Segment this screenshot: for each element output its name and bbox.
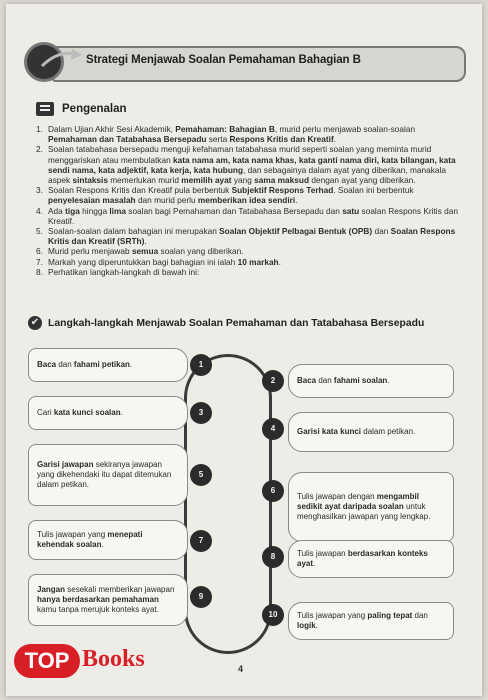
step-number-3: 3 (190, 402, 212, 424)
step-text: Tulis jawapan berdasarkan konteks ayat. (297, 549, 428, 568)
intro-item-number: 8. (36, 266, 43, 277)
step-text: Jangan sesekali memberikan jawapan hanya berdasarkan pemahaman kamu tanpa merujuk konteks ayat. (37, 585, 175, 614)
intro-item (36, 246, 464, 256)
step-text: Tulis jawapan yang menepati kehendak soalan. (37, 530, 143, 549)
logo-top: TOP (14, 644, 80, 678)
step-number-5: 5 (190, 464, 212, 486)
step-number-7: 7 (190, 530, 212, 552)
step-box-9 (28, 574, 188, 626)
intro-item-text: Dalam Ujian Akhir Sesi Akademik, Pemahaman: Bahagian B, murid perlu menjawab soalan-soalan Pemahaman dan Tatabahasa Bersepadu serta Respons Kritis dan Kreatif. (48, 124, 416, 145)
step-text: Baca dan fahami petikan. (37, 360, 133, 369)
step-box-1 (28, 348, 188, 382)
section-banner (24, 40, 464, 86)
step-box-10 (288, 602, 454, 640)
steps-title: Langkah-langkah Menjawab Soalan Pemahaman dan Tatabahasa Bersepadu (48, 317, 425, 329)
intro-item-text: Markah yang diperuntukkan bagi bahagian ini ialah 10 markah. (48, 256, 281, 267)
notebook-icon (36, 102, 54, 116)
step-text: Garisi jawapan sekiranya jawapan yang dikehendaki itu dapat ditemukan dalam petikan. (37, 460, 172, 489)
step-box-7 (28, 520, 188, 560)
step-box-6 (288, 472, 454, 542)
step-box-5 (28, 444, 188, 506)
step-box-2 (288, 364, 454, 398)
step-number-8: 8 (262, 546, 284, 568)
intro-item-number: 1. (36, 124, 43, 134)
intro-title: Pengenalan (62, 103, 127, 115)
intro-item-text: Perhatikan langkah-langkah di bawah ini: (48, 266, 200, 277)
intro-item (36, 226, 464, 246)
step-number-1: 1 (190, 354, 212, 376)
intro-heading (36, 102, 127, 116)
intro-item-text: Soalan tatabahasa bersepadu menguji kefahaman tatabahasa murid seperti soalan yang meminta murid menggariskan atau membulatkan kata nama am, kata nama khas, kata ganti nama diri, kata bilangan, kata sendi nama, kata adjektif, kata kerja, kata hubung, dan sebagainya dalam ayat yang diberikan, manakala aspek sintaksis memerlukan murid memilih ayat yang sama maksud dengan ayat yang diberikan. (48, 144, 456, 186)
step-text: Tulis jawapan yang paling tepat dan logik. (297, 611, 428, 630)
step-number-6: 6 (262, 480, 284, 502)
intro-item (36, 257, 464, 267)
logo-books: Books (82, 646, 145, 672)
step-text: Garisi kata kunci dalam petikan. (297, 427, 416, 436)
step-text: Tulis jawapan dengan mengambil sedikit ayat daripada soalan untuk menghasilkan jawapan yang lengkap. (297, 492, 431, 521)
intro-item (36, 124, 464, 144)
intro-item-number: 3. (36, 185, 43, 196)
intro-item (36, 185, 464, 205)
banner-title: Strategi Menjawab Soalan Pemahaman Bahagian B (86, 54, 361, 66)
step-box-4 (288, 412, 454, 452)
checkmark-icon: ✔ (28, 316, 42, 330)
step-number-2: 2 (262, 370, 284, 392)
intro-item-text: Soalan-soalan dalam bahagian ini merupakan Soalan Objektif Pelbagai Bentuk (OPB) dan Soalan Respons Kritis dan Kreatif (SRTh). (48, 226, 456, 247)
intro-item-number: 7. (36, 256, 43, 267)
flow-track (184, 354, 272, 654)
step-number-9: 9 (190, 586, 212, 608)
intro-item (36, 144, 464, 185)
steps-heading (28, 316, 424, 330)
arrow-icon (38, 48, 84, 72)
intro-item-number: 6. (36, 246, 43, 257)
intro-item (36, 206, 464, 226)
step-number-10: 10 (262, 604, 284, 626)
intro-item-text: Soalan Respons Kritis dan Kreatif pula berbentuk Subjektif Respons Terhad. Soalan ini berbentuk penyelesaian masalah dan murid perlu memberikan idea sendiri. (48, 185, 414, 206)
step-number-4: 4 (262, 418, 284, 440)
step-box-3 (28, 396, 188, 430)
intro-list (36, 124, 464, 277)
step-text: Baca dan fahami soalan. (297, 376, 390, 385)
intro-item-text: Murid perlu menjawab semua soalan yang diberikan. (48, 246, 244, 257)
intro-item-number: 2. (36, 144, 43, 155)
intro-item (36, 267, 464, 277)
step-text: Cari kata kunci soalan. (37, 408, 123, 417)
topbooks-logo (14, 644, 194, 678)
intro-item-number: 4. (36, 205, 43, 216)
intro-item-text: Ada tiga hingga lima soalan bagi Pemahaman dan Tatabahasa Bersepadu dan satu soalan Respons Kritis dan Kreatif. (48, 205, 458, 226)
page-number: 4 (238, 664, 244, 674)
book-page (6, 4, 482, 696)
intro-item-number: 5. (36, 226, 43, 237)
step-box-8 (288, 540, 454, 578)
